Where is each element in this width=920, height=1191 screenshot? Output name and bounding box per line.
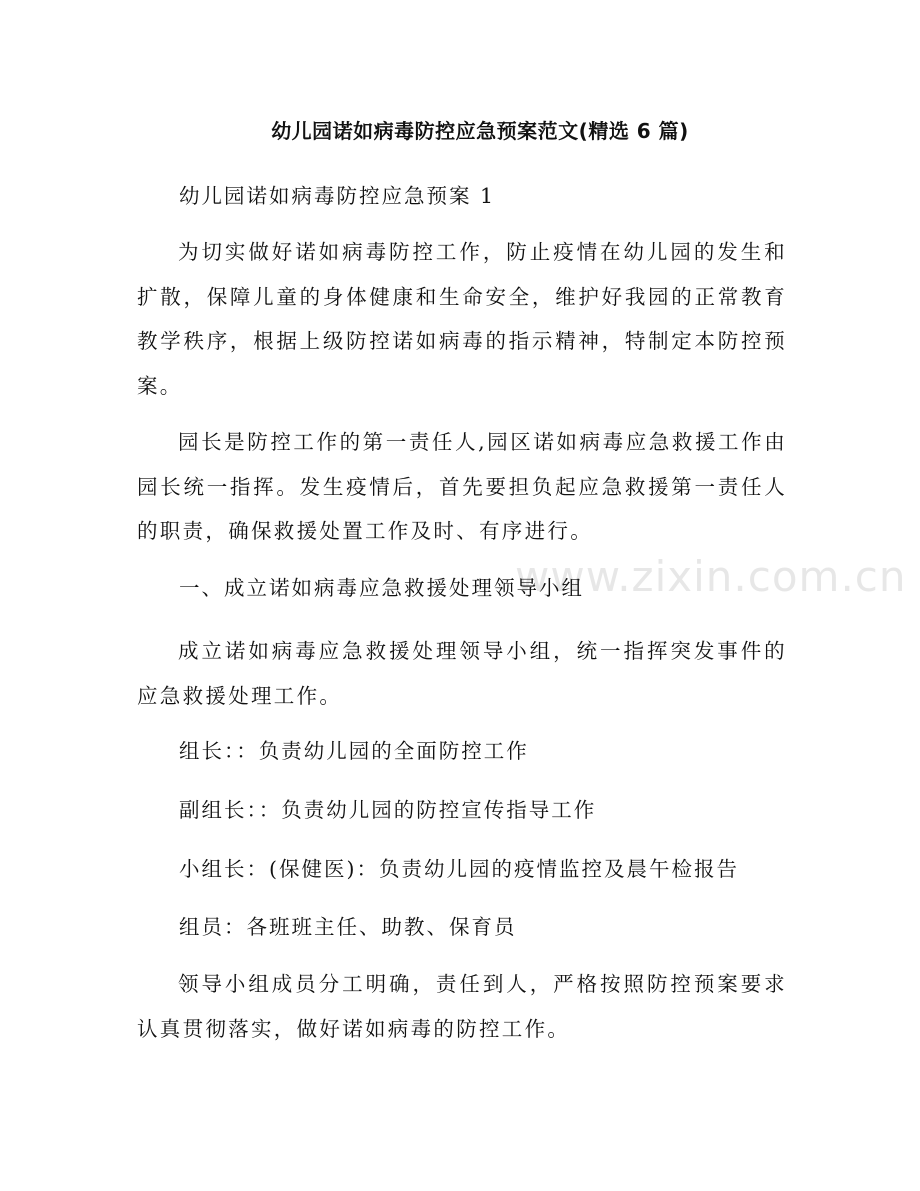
list-item-deputy-leader: 副组长：：负责幼儿园的防控宣传指导工作: [179, 798, 597, 822]
list-item-leader: 组长：：负责幼儿园的全面防控工作: [179, 739, 529, 763]
document-title: 幼儿园诺如病毒防控应急预案范文(精选 6 篇): [271, 119, 689, 143]
paragraph-division-of-labor: 领导小组成员分工明确，责任到人，严格按照防控预案要求认真贯彻落实，做好诺如病毒的防控工作。: [137, 972, 787, 1041]
paragraph-responsibility: 园长是防控工作的第一责任人,园区诺如病毒应急救援工作由园长统一指挥。发生疫情后，首先要担负起应急救援第一责任人的职责，确保救援处置工作及时、有序进行。: [137, 430, 787, 543]
paragraph-intro: 为切实做好诺如病毒防控工作，防止疫情在幼儿园的发生和扩散，保障儿童的身体健康和生命安全，维护好我园的正常教育教学秩序，根据上级防控诺如病毒的指示精神，特制定本防控预案。: [137, 240, 787, 398]
list-item-group-leader: 小组长：(保健医)：负责幼儿园的疫情监控及晨午检报告: [179, 857, 739, 881]
section-heading-1: 幼儿园诺如病毒防控应急预案 1: [179, 184, 496, 208]
watermark: www.zixin.com.cn: [515, 552, 907, 601]
list-item-members: 组员：各班班主任、助教、保育员: [179, 915, 517, 939]
section-heading-leadership-group: 一、成立诺如病毒应急救援处理领导小组: [179, 576, 584, 600]
paragraph-group-setup: 成立诺如病毒应急救援处理领导小组，统一指挥突发事件的应急救援处理工作。: [137, 639, 787, 708]
